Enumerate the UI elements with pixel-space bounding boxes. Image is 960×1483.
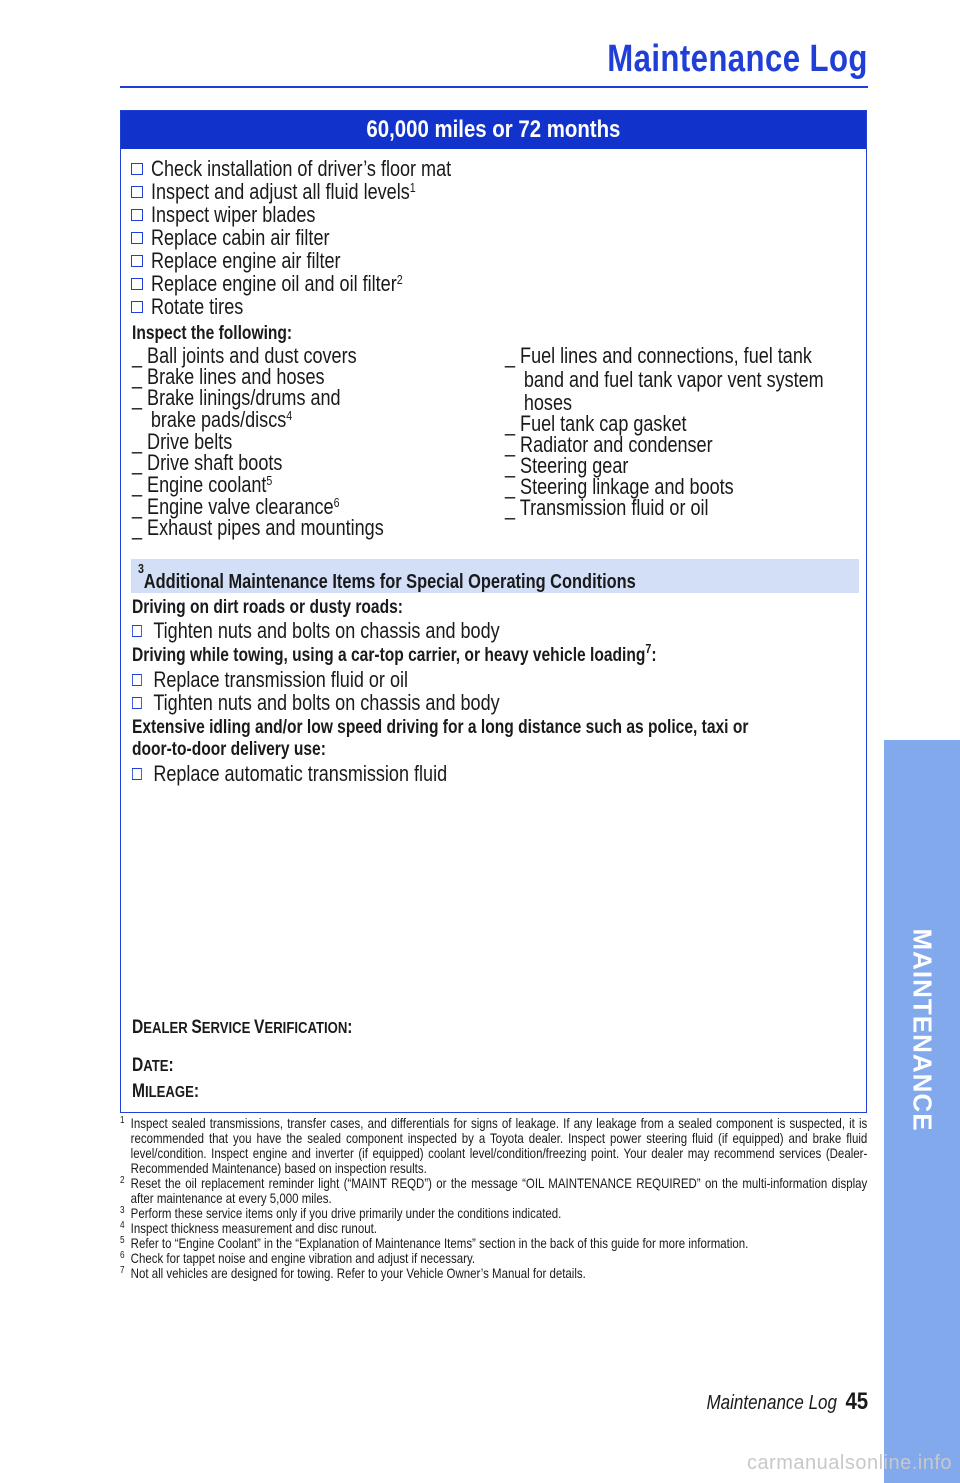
list-item: Replace engine oil and oil filter$^2$ (131, 272, 517, 295)
list-item: Rotate tires (131, 295, 517, 318)
dirt-roads-heading: Driving on dirt roads or dusty roads: (132, 597, 403, 618)
list-item: _ Ball joints and dust covers (132, 343, 357, 368)
mileage-label: MILEAGE: (132, 1081, 200, 1102)
checkbox[interactable] (131, 301, 143, 313)
list-item: _ Radiator and condenser (505, 432, 713, 457)
list-item: _ Fuel tank cap gasket (505, 411, 687, 436)
list-item: brake pads/discs$^4$ (150, 407, 293, 432)
footnote: 2 Reset the oil replacement reminder light (“MAINT REQD”) or the message “OIL MAINTENANCE REQUIRED” on the multi-information display after maintenance at every 5,000 miles. (120, 1175, 868, 1206)
page-title: Maintenance Log (607, 38, 868, 80)
checkbox[interactable] (131, 163, 143, 175)
list-item: _ Fuel lines and connections, fuel tank (505, 343, 812, 368)
checkbox[interactable] (132, 697, 142, 709)
list-item: Inspect wiper blades (131, 203, 517, 226)
checklist (131, 157, 517, 318)
title-rule (120, 86, 868, 88)
inspect-right-column (505, 345, 824, 518)
footnote: 7 Not all vehicles are designed for towing. Refer to your Vehicle Owner’s Manual for details. (120, 1265, 586, 1281)
page-footer (678, 1388, 868, 1416)
towing-heading: Driving while towing, using a car-top carrier, or heavy vehicle loading$^7$: (132, 641, 657, 666)
checkbox[interactable] (132, 674, 142, 686)
footnote: 5 Refer to “Engine Coolant” in the “Explanation of Maintenance Items” section in the back of this guide for more information. (120, 1235, 749, 1251)
interval-band (121, 111, 866, 149)
list-item: _ Brake linings/drums and (132, 385, 341, 410)
footnote: 6 Check for tappet noise and engine vibration and adjust if necessary. (120, 1250, 476, 1266)
inspect-heading: Inspect the following: (132, 323, 293, 344)
maintenance-box (120, 110, 867, 1113)
footnote-ref: 3 (138, 561, 144, 576)
footnote: 4 Inspect thickness measurement and disc runout. (120, 1220, 377, 1236)
list-item: Inspect and adjust all fluid levels$^1$ (131, 180, 517, 203)
list-item: _ Steering linkage and boots (505, 474, 734, 499)
watermark: carmanualsonline.info (746, 1452, 952, 1474)
date-label: DATE: (132, 1055, 174, 1076)
checkbox[interactable] (132, 625, 142, 637)
list-item: _ Exhaust pipes and mountings (132, 515, 384, 540)
list-item: _ Engine valve clearance$^6$ (132, 494, 340, 519)
list-item: _ Brake lines and hoses (132, 364, 325, 389)
side-tab (884, 740, 960, 1483)
list-item: Check installation of driver’s floor mat (131, 157, 517, 180)
checkbox[interactable] (131, 186, 143, 198)
list-item: _ Drive belts (132, 429, 233, 454)
side-tab-label: MAINTENANCE (907, 928, 938, 1132)
idling-heading: Extensive idling and/or low speed driving for a long distance such as police, taxi or (132, 717, 749, 738)
checkbox[interactable] (131, 278, 143, 290)
footnotes (120, 1116, 867, 1281)
inspect-left-column (132, 345, 384, 538)
dealer-service-verification-label: DEALER SERVICE VERIFICATION: (132, 1017, 353, 1038)
footnote-ref: 2 (396, 272, 403, 287)
checkbox[interactable] (132, 768, 142, 780)
footnote-ref: 5 (266, 473, 273, 488)
footnote-ref: 7 (645, 641, 652, 656)
list-item: band and fuel tank vapor vent system (523, 367, 824, 392)
page-number: 45 (845, 1388, 868, 1415)
footnote: 3 Perform these service items only if you drive primarily under the conditions indicated. (120, 1205, 562, 1221)
footnote-ref: 4 (286, 408, 293, 423)
list-item: _ Engine coolant$^5$ (132, 472, 273, 497)
idling-heading-cont: door-to-door delivery use: (132, 739, 326, 760)
checkbox[interactable] (131, 209, 143, 221)
list-item: hoses (523, 390, 573, 415)
checkbox[interactable] (131, 255, 143, 267)
list-item: Replace cabin air filter (131, 226, 517, 249)
additional-heading: Additional Maintenance Items for Special Operating Conditions $^3$ (138, 561, 636, 593)
list-item: Tighten nuts and bolts on chassis and body (132, 618, 500, 644)
checkbox[interactable] (131, 232, 143, 244)
list-item: Tighten nuts and bolts on chassis and body (132, 690, 500, 716)
list-item: Replace engine air filter (131, 249, 517, 272)
footnote-ref: 6 (333, 495, 340, 510)
list-item: Replace transmission fluid or oil (132, 667, 408, 693)
interval-label: 60,000 miles or 72 months (366, 116, 621, 143)
footnote: 1 Inspect sealed transmissions, transfer cases, and differentials for signs of leakage. If any leakage from a sealed component is suspected, it is recommended that you have the sealed component inspected by a Toyota dealer. Inspect power steering fluid (if equipped) and brake fluid level/condition. Inspect engine and inverter (if equipped) coolant level/condition/freezing point. Your dealer may recommend services (Dealer-Recommended Maintenance) based on inspection results. (120, 1115, 868, 1176)
footer-section: Maintenance Log (706, 1392, 837, 1414)
additional-heading-band (131, 559, 859, 593)
list-item: Replace automatic transmission fluid (132, 761, 447, 787)
list-item: _ Transmission fluid or oil (505, 495, 709, 520)
list-item: _ Drive shaft boots (132, 450, 283, 475)
footnote-ref: 1 (409, 180, 416, 195)
list-item: _ Steering gear (505, 453, 629, 478)
